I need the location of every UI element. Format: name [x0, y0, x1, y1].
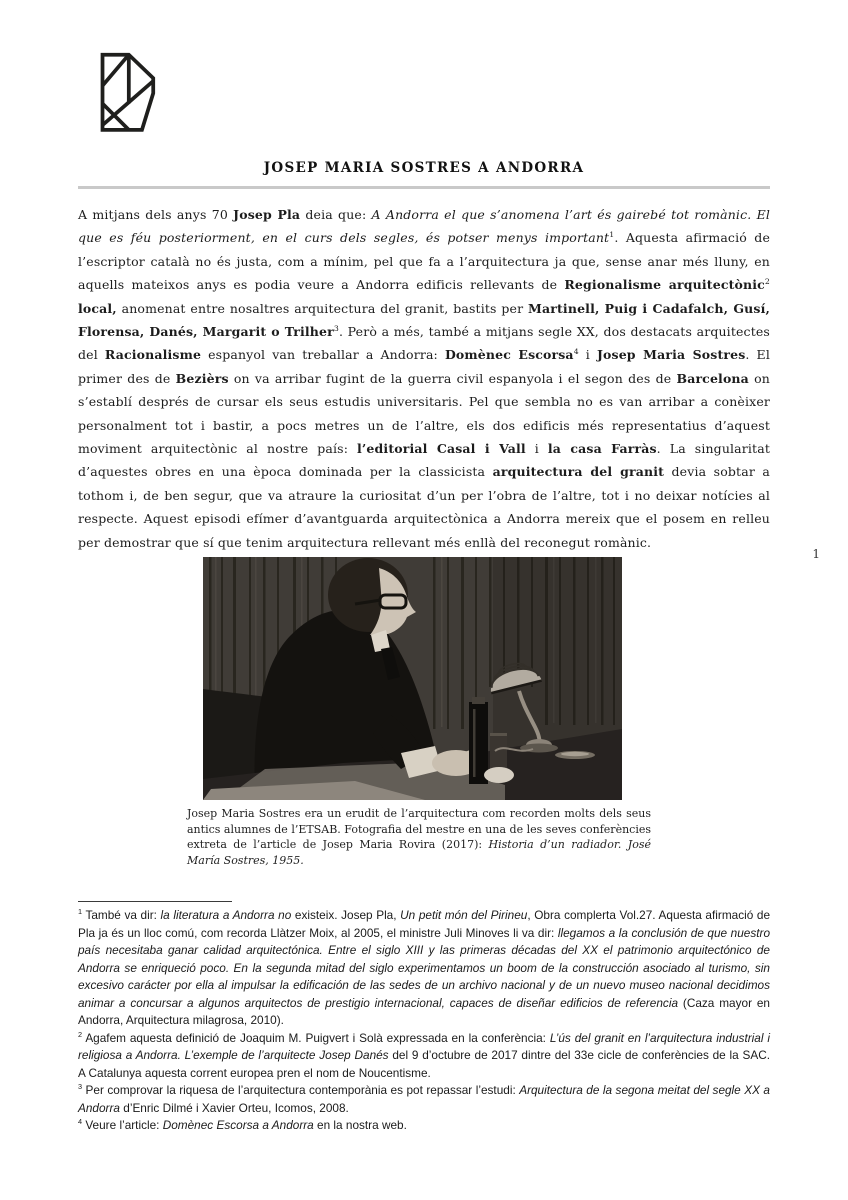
footnote-3: $^3$ Per comprovar la riquesa de l’arquitectura contemporània es pot repassar l’estudi: Arquitectura de la segona meitat del segle XX a Andorra d’Enric Dilmé i Xavier Orteu, Icomos, 2008. — [78, 1082, 770, 1115]
footnote-1: $^1$ També va dir: la literatura a Andorra no existeix. Josep Pla, Un petit món del Pirineu, Obra complerta Vol.27. Aquesta afirmació de Pla ja és un lloc comú, com recorda Llàtzer Moix, al 2005, el ministre Juli Minoves li va dir: llegamos a la conclusión de que nuestro país necesitaba ganar calidad arquitectónica. Entre el siglo XIII y las primeras décadas del XX el patrimonio arquitectónico de Andorra se enriqueció poco. En la segunda mitad del siglo experimentamos un boom de la construcción asociado al turismo, sin excesivo carácter por ella al impulsar la edificación de las sedes de un archivo nacional y de un nuevo museo nacional decidimos animar a concursar a algunos arquitectos de prestigio internacional, capaces de diseñar edificios de referencia (Caza mayor en Andorra, Arquitectura milagrosa, 2010). — [78, 907, 771, 1027]
publisher-logo — [95, 50, 157, 138]
page-number: 1 — [812, 547, 820, 561]
photo-josep-maria-sostres — [203, 557, 622, 800]
footnote-4: $^4$ Veure l’article: Domènec Escorsa a Andorra en la nostra web. — [78, 1117, 407, 1132]
article-paragraph: A mitjans dels anys 70 Josep Pla deia que: A Andorra el que s’anomena l’art és gairebé tot romànic. El que es féu posteriorment, en el curs dels segles, és potser menys important$^1$. Aquesta afirmació de l’escriptor català no és justa, com a mínim, pel que fa a l’arquitectura ja que, sense anar més lluny, en aquells mateixos anys es podia veure a Andorra edificis rellevants de Regionalisme arquitectònic$^2$ local, anomenat entre nosaltres arquitectura del granit, bastits per Martinell, Puig i Cadafalch, Gusí, Florensa, Danés, Margarit o Trilher$^3$. Però a més, també a mitjans segle XX, dos destacats arquitectes del Racionalisme espanyol van treballar a Andorra: Domènec Escorsa$^4$ i Josep Maria Sostres. El primer des de Bezièrs on va arribar fugint de la guerra civil espanyola i el segon des de Barcelona on s’establí després de cursar els seus estudis universitaris. Pel que sembla no es van arribar a conèixer personalment tot i bastir, a pocs metres un de l’altre, els dos edificis més representatius d’aquest moviment arquitectònic al nostre país: l’editorial Casal i Vall i la casa Farràs. La singularitat d’aquestes obres en una època dominada per la classicista arquitectura del granit devia sobtar a tothom i, de ben segur, que va atraure la curiositat d’un per l’obra de l’altre, tot i no deixar notícies al respecte. Aquest episodi efímer d’avantguarda arquitectònica a Andorra mereix que el posem en relleu per demostrar que sí que tenim arquitectura rellevant més enllà del reconegut romànic. — [78, 207, 771, 550]
photo-caption: Josep Maria Sostres era un erudit de l’arquitectura com recorden molts dels seus antics alumnes de l’ETSAB. Fotografia del mestre en una de les seves conferències extreta de l’article de Josep Maria Rovira (2017): Historia d’un radiador. José María Sostres, 1955. — [187, 807, 651, 867]
page-title: JOSEP MARIA SOSTRES A ANDORRA — [263, 160, 585, 176]
footnotes-block — [78, 907, 770, 1135]
footnote-separator — [78, 901, 232, 902]
photo-illustration — [203, 557, 622, 800]
geometric-logo-icon — [95, 50, 157, 135]
footnote-2: $^2$ Agafem aquesta definició de Joaquim M. Puigvert i Solà expressada en la conferència: L’ús del granit en l’arquitectura industrial i religiosa a Andorra. L’exemple de l’arquitecte Josep Danés del 9 d’octubre de 2017 dintre del 33e cicle de conferències de la SAC. A Catalunya aquesta corrent europea pren el nom de Noucentisme. — [78, 1029, 770, 1080]
title-rule — [78, 186, 770, 189]
